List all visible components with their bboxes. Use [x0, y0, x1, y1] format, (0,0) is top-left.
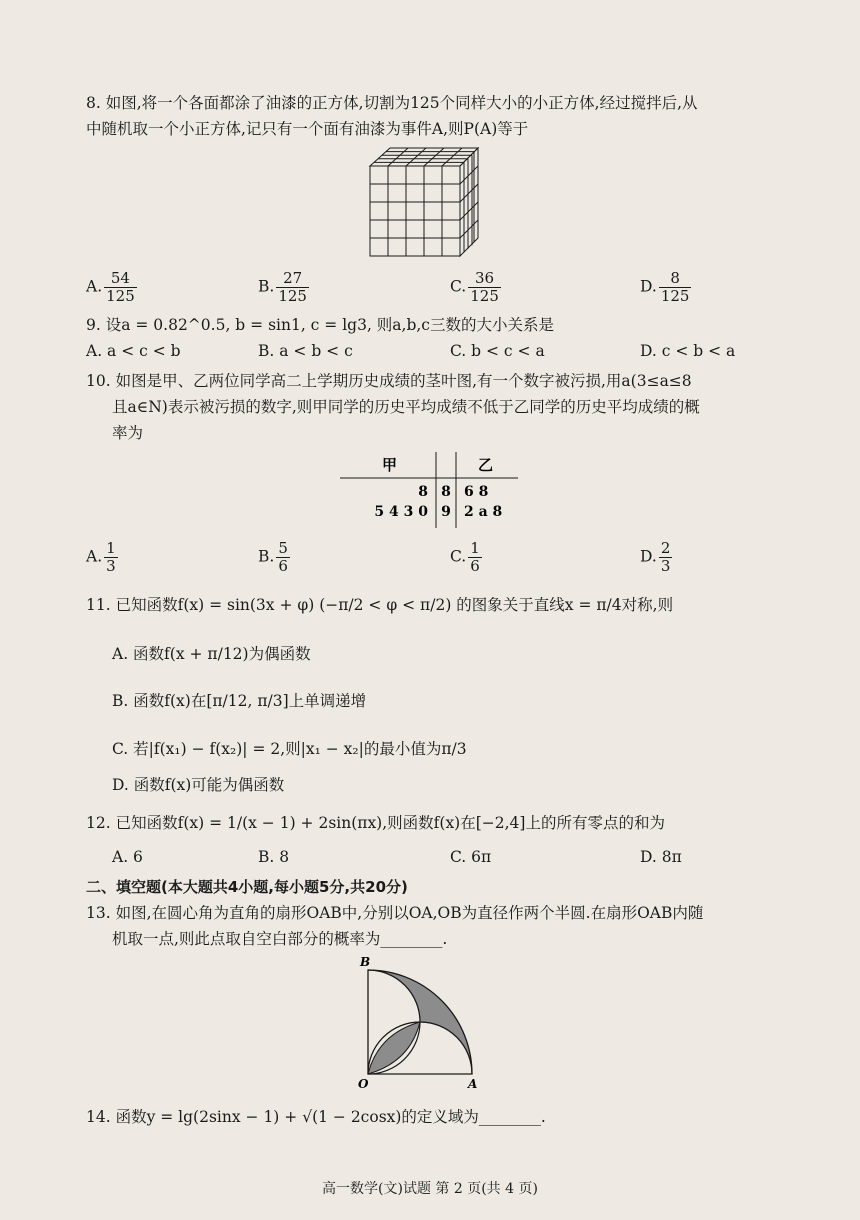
stemleaf-row1-left: 8 — [418, 484, 428, 500]
page-footer: 高一数学(文)试题 第 2 页(共 4 页) — [322, 1181, 538, 1197]
q8-line1: 8. 如图,将一个各面都涂了油漆的正方体,切割为125个同样大小的小正方体,经过搅拌后,从 — [86, 94, 698, 112]
q10-option-a[interactable]: A. $\frac{1}{3}$ — [86, 539, 116, 575]
sector-figure — [352, 950, 488, 1090]
q12-option-d[interactable]: D. 8π — [640, 848, 682, 866]
q10-option-b[interactable]: B. $\frac{5}{6}$ — [258, 539, 288, 575]
section-heading: 二、填空题(本大题共4小题,每小题5分,共20分) — [86, 878, 408, 896]
q8-option-d[interactable]: D. $\frac{8}{125}$ — [640, 269, 690, 305]
stemleaf-row2-right: 2 a 8 — [464, 504, 503, 520]
q10-line1: 10. 如图是甲、乙两位同学高二上学期历史成绩的茎叶图,有一个数字被污损,用a(3≤a≤8 — [86, 372, 692, 390]
q8-line2: 中随机取一个小正方体,记只有一个面有油漆为事件A,则P(A)等于 — [86, 120, 529, 138]
q12-option-c[interactable]: C. 6π — [450, 848, 492, 866]
cube-figure — [368, 146, 480, 258]
q9-option-d[interactable]: D. c < b < a — [640, 342, 736, 360]
q9-option-b[interactable]: B. a < b < c — [258, 342, 353, 360]
q8-option-a[interactable]: A. $\frac{54}{125}$ — [86, 269, 135, 305]
stemleaf-left-header: 甲 — [382, 456, 398, 474]
q12-option-a[interactable]: A. 6 — [112, 848, 143, 866]
stemleaf-right-header: 乙 — [478, 456, 494, 474]
q10-line2: 且a∈N)表示被污损的数字,则甲同学的历史平均成绩不低于乙同学的历史平均成绩的概 — [112, 398, 700, 416]
point-b-label: B — [360, 955, 371, 969]
q11-option-d[interactable]: D. 函数f(x)可能为偶函数 — [112, 776, 285, 794]
q14-line: 14. 函数y = lg(2sinx − 1) + √(1 − 2cosx)的定义域为________. — [86, 1108, 546, 1126]
q13-line2: 机取一点,则此点取自空白部分的概率为________. — [112, 930, 448, 948]
q11-option-b[interactable]: B. 函数f(x)在[π/12, π/3]上单调递增 — [112, 692, 367, 710]
stemleaf-row2-stem: 9 — [441, 504, 451, 520]
point-o-label: O — [358, 1077, 369, 1090]
q9-option-c[interactable]: C. b < c < a — [450, 342, 545, 360]
q12-option-b[interactable]: B. 8 — [258, 848, 290, 866]
stemleaf-row2-left: 5 4 3 0 — [374, 504, 428, 520]
q8-option-b[interactable]: B. $\frac{27}{125}$ — [258, 269, 307, 305]
q10-option-d[interactable]: D. $\frac{2}{3}$ — [640, 539, 671, 575]
q10-line3: 率为 — [112, 424, 144, 442]
q12-line: 12. 已知函数f(x) = 1/(x − 1) + 2sin(πx),则函数f(x)在[−2,4]上的所有零点的和为 — [86, 814, 665, 832]
q11-option-c[interactable]: C. 若|f(x₁) − f(x₂)| = 2,则|x₁ − x₂|的最小值为π/3 — [112, 740, 467, 758]
q9-option-a[interactable]: A. a < c < b — [86, 342, 181, 360]
q13-line1: 13. 如图,在圆心角为直角的扇形OAB中,分别以OA,OB为直径作两个半圆.在扇形OAB内随 — [86, 904, 704, 922]
q10-option-c[interactable]: C. $\frac{1}{6}$ — [450, 539, 480, 575]
q11-option-a[interactable]: A. 函数f(x + π/12)为偶函数 — [112, 645, 311, 663]
q11-line: 11. 已知函数f(x) = sin(3x + φ) (−π/2 < φ < π/2) 的图象关于直线x = π/4对称,则 — [86, 596, 674, 614]
stem-leaf-plot — [340, 452, 520, 530]
stemleaf-row1-stem: 8 — [441, 484, 451, 500]
stemleaf-row1-right: 6 8 — [464, 484, 489, 500]
q9-line: 9. 设a = 0.82^0.5, b = sin1, c = lg3, 则a,b,c三数的大小关系是 — [86, 316, 554, 334]
q8-option-c[interactable]: C. $\frac{36}{125}$ — [450, 269, 499, 305]
point-a-label: A — [468, 1077, 478, 1090]
